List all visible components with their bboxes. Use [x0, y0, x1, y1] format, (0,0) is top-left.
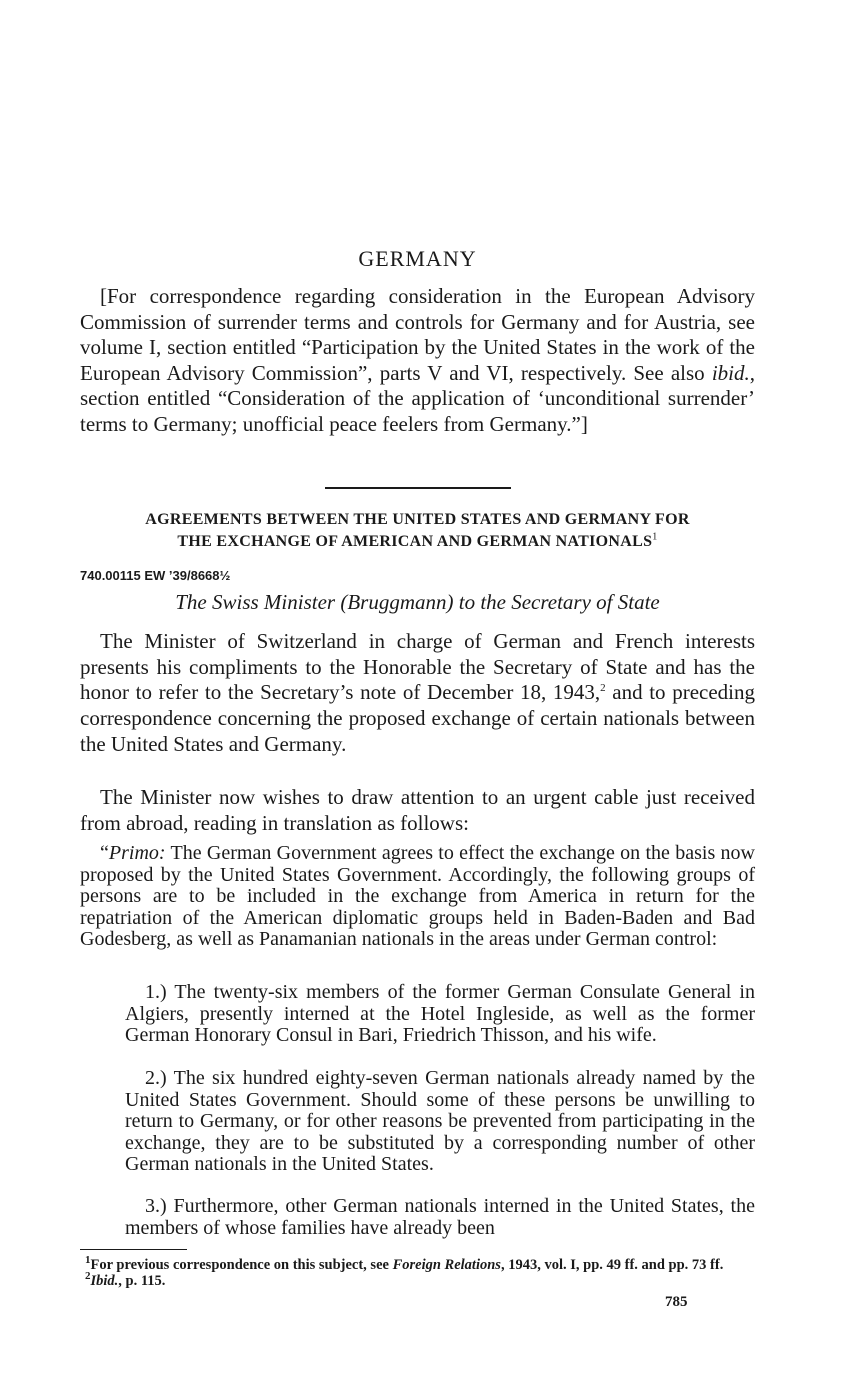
paragraph-1-text-a: The Minister of Switzerland in charge of German and French interests presents his compliments to the Honorable the Secretary of State and has the honor to refer to the Secretary’s note of December 18, 1943,: [80, 629, 755, 705]
footnote-1: [80, 1254, 755, 1273]
paragraph-1-text-b: and to preceding correspondence concerning the proposed exchange of certain nationals between the United States and Germany.: [80, 680, 755, 756]
footnote-divider: [80, 1249, 187, 1250]
quote-open-mark: “: [100, 842, 109, 864]
document-heading-suffix: ) to the Secretary of State: [446, 590, 660, 614]
list-item: [125, 982, 755, 1047]
footnote-1-text-a: For previous correspondence on this subject, see: [90, 1257, 389, 1273]
footnote-2-ibid: Ibid.: [90, 1273, 119, 1289]
editorial-note-text: [For correspondence regarding consideration in the European Advisory Commission of surrender terms and controls for Germany and for Austria, see volume I, section entitled “Participation by the United States in the work of the European Advisory Commission”, parts V and VI, respectively. See also: [80, 284, 755, 385]
paragraph-1-footnote-mark: 2: [600, 682, 606, 695]
section-divider: [325, 487, 511, 489]
list-item: [125, 1068, 755, 1176]
quote-text: The German Government agrees to effect the exchange on the basis now proposed by the United States Government. Accordingly, the following groups of persons are to be included in the exchange from America in return for the repatriation of the American diplomatic groups held in Baden-Baden and Bad Godesberg, as well as Panamanian nationals in the areas under German control:: [80, 842, 755, 950]
page-number: 785: [665, 1294, 688, 1310]
editorial-note-tail: , section entitled “Consideration of the application of ‘unconditional surrender’ terms to Germany; unofficial peace feelers from Germany.”]: [80, 360, 756, 436]
list-item-1-text: 1.) The twenty-six members of the former German Consulate General in Algiers, presently interned at the Hotel Ingleside, as well as the former German Honorary Consul in Bari, Friedrich Thisson, and his wife.: [125, 981, 755, 1046]
footnote-2-mark: 2: [85, 1270, 91, 1283]
editorial-note: [80, 284, 755, 437]
file-reference: 740.00115 EW ’39/8668½: [80, 568, 231, 583]
footnote-1-mark: 1: [85, 1254, 91, 1267]
editorial-note-ibid: ibid.: [711, 360, 750, 385]
document-heading: [80, 590, 755, 615]
list-item-3-text: 3.) Furthermore, other German nationals interned in the United States, the members of whose families have already been: [125, 1195, 755, 1239]
footnote-1-title: Foreign Relations: [392, 1257, 501, 1273]
body-paragraph-2: [80, 785, 755, 836]
page-title: GERMANY: [358, 246, 477, 271]
body-paragraph-1: [80, 629, 755, 758]
footnote-2-text: , p. 115.: [118, 1273, 166, 1289]
list-item: [125, 1196, 755, 1239]
section-title-footnote-mark: 1: [652, 531, 658, 543]
section-title-line2: THE EXCHANGE OF AMERICAN AND GERMAN NATIONALS: [177, 533, 653, 550]
document-heading-name: Bruggmann: [347, 590, 447, 614]
footnotes: [80, 1254, 755, 1289]
footnote-1-text-b: , 1943, vol. I, pp. 49 ff. and pp. 73 ff.: [500, 1257, 724, 1273]
list-item-2-text: 2.) The six hundred eighty-seven German nationals already named by the United States Government. Should some of these persons be unwilling to return to Germany, or for other reasons be prevented from participating in the exchange, they are to be substituted by a corresponding number of other German nationals in the United States.: [125, 1067, 755, 1175]
quote-primo: Primo:: [108, 842, 166, 864]
document-heading-prefix: The Swiss Minister (: [175, 590, 348, 614]
section-title: [80, 509, 755, 553]
section-title-line1: AGREEMENTS BETWEEN THE UNITED STATES AND GERMANY FOR: [145, 511, 690, 528]
footnote-2: [80, 1270, 755, 1289]
quoted-cable: [80, 843, 755, 951]
paragraph-2-text: The Minister now wishes to draw attention to an urgent cable just received from abroad, reading in translation as follows:: [80, 785, 755, 835]
